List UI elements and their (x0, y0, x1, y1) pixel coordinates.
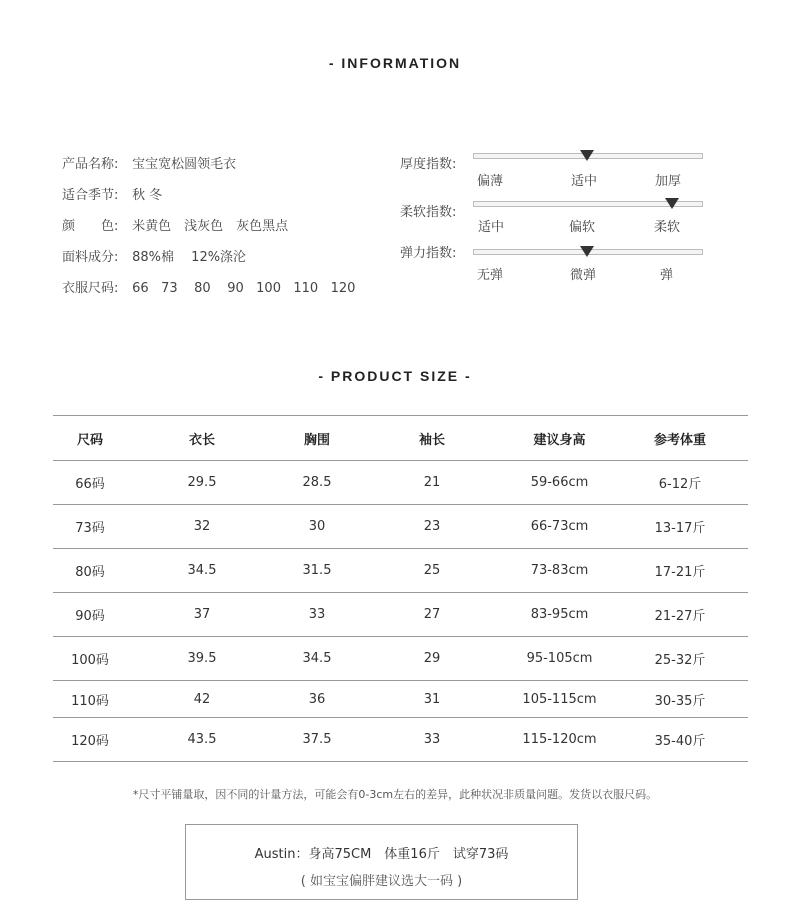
size-table (53, 415, 748, 762)
table-cell: 115-120cm (507, 718, 612, 762)
table-cell: 37 (127, 593, 277, 637)
column-header: 袖长 (357, 416, 507, 461)
table-cell: 120码 (53, 718, 127, 762)
table-cell: 36 (277, 681, 357, 718)
elasticity-index-marker (580, 246, 594, 257)
info-label: 面料成分: (62, 250, 119, 265)
info-label: 产品名称: (62, 157, 119, 172)
table-cell: 73-83cm (507, 549, 612, 593)
table-cell: 30-35斤 (612, 681, 748, 718)
table-cell: 17-21斤 (612, 549, 748, 593)
table-cell: 43.5 (127, 718, 277, 762)
table-row (53, 593, 748, 637)
table-cell: 66-73cm (507, 505, 612, 549)
table-cell: 37.5 (277, 718, 357, 762)
table-cell: 80码 (53, 549, 127, 593)
table-cell: 6-12斤 (612, 461, 748, 505)
softness-option-3: 柔软 (654, 220, 681, 235)
softness-option-1: 适中 (478, 220, 505, 235)
table-row (53, 505, 748, 549)
table-cell: 35-40斤 (612, 718, 748, 762)
table-row (53, 637, 748, 681)
table-cell: 39.5 (127, 637, 277, 681)
info-value: 66 73 80 90 100 110 120 (132, 281, 356, 296)
elasticity-index-label: 弹力指数: (400, 246, 457, 261)
table-row (53, 461, 748, 505)
table-cell: 33 (277, 593, 357, 637)
table-cell: 110码 (53, 681, 127, 718)
info-label: 衣服尺码: (62, 281, 119, 296)
thickness-option-1: 偏薄 (477, 174, 504, 189)
info-row-product-name (62, 153, 236, 172)
table-cell: 29.5 (127, 461, 277, 505)
table-cell: 25-32斤 (612, 637, 748, 681)
column-header: 胸围 (277, 416, 357, 461)
column-header: 建议身高 (507, 416, 612, 461)
table-cell: 100码 (53, 637, 127, 681)
table-cell: 34.5 (277, 637, 357, 681)
table-cell: 59-66cm (507, 461, 612, 505)
table-cell: 25 (357, 549, 507, 593)
fitting-example-text: Austin：身高75CM 体重16斤 试穿73码 (254, 847, 509, 862)
product-size-title: - PRODUCT SIZE - (318, 368, 472, 384)
table-cell: 66码 (53, 461, 127, 505)
table-cell: 32 (127, 505, 277, 549)
info-label: 适合季节: (62, 188, 119, 203)
thickness-option-2: 适中 (571, 174, 598, 189)
measurement-note: *尺寸平铺量取，因不同的计量方法，可能会有0-3cm左右的差异，此种状况非质量问题。发货以衣服尺码。 (132, 788, 658, 801)
table-cell: 31 (357, 681, 507, 718)
softness-index-marker (665, 198, 679, 209)
info-row-material (62, 246, 246, 265)
table-cell: 105-115cm (507, 681, 612, 718)
info-value: 宝宝宽松圆领毛衣 (132, 157, 237, 172)
thickness-index-label: 厚度指数: (400, 157, 457, 172)
table-cell: 21-27斤 (612, 593, 748, 637)
info-row-color (62, 215, 288, 234)
table-cell: 31.5 (277, 549, 357, 593)
column-header: 尺码 (53, 416, 127, 461)
elasticity-option-3: 弹 (660, 268, 674, 283)
table-cell: 90码 (53, 593, 127, 637)
info-value: 米黄色 浅灰色 灰色黑点 (132, 219, 289, 234)
column-header: 参考体重 (612, 416, 748, 461)
table-row (53, 549, 748, 593)
table-cell: 33 (357, 718, 507, 762)
softness-index-label: 柔软指数: (400, 205, 457, 220)
fitting-example-advice: ( 如宝宝偏胖建议选大一码 ) (300, 874, 463, 889)
softness-option-2: 偏软 (569, 220, 596, 235)
elasticity-option-2: 微弹 (570, 268, 597, 283)
size-table-header (53, 416, 748, 461)
info-row-season (62, 184, 162, 203)
table-cell: 27 (357, 593, 507, 637)
table-cell: 34.5 (127, 549, 277, 593)
table-cell: 13-17斤 (612, 505, 748, 549)
table-cell: 42 (127, 681, 277, 718)
information-title: - INFORMATION (328, 55, 462, 71)
column-header: 衣长 (127, 416, 277, 461)
elasticity-option-1: 无弹 (477, 268, 504, 283)
info-label: 颜 色: (62, 219, 119, 234)
table-cell: 83-95cm (507, 593, 612, 637)
table-cell: 28.5 (277, 461, 357, 505)
info-value: 88%棉 12%涤沦 (132, 250, 247, 265)
info-row-sizes (62, 277, 355, 296)
table-cell: 23 (357, 505, 507, 549)
table-cell: 30 (277, 505, 357, 549)
info-value: 秋 冬 (132, 188, 163, 203)
thickness-option-3: 加厚 (655, 174, 682, 189)
table-cell: 73码 (53, 505, 127, 549)
table-cell: 29 (357, 637, 507, 681)
thickness-index-marker (580, 150, 594, 161)
table-cell: 21 (357, 461, 507, 505)
table-cell: 95-105cm (507, 637, 612, 681)
table-row (53, 718, 748, 762)
table-row (53, 681, 748, 718)
fitting-example-box (185, 824, 578, 900)
